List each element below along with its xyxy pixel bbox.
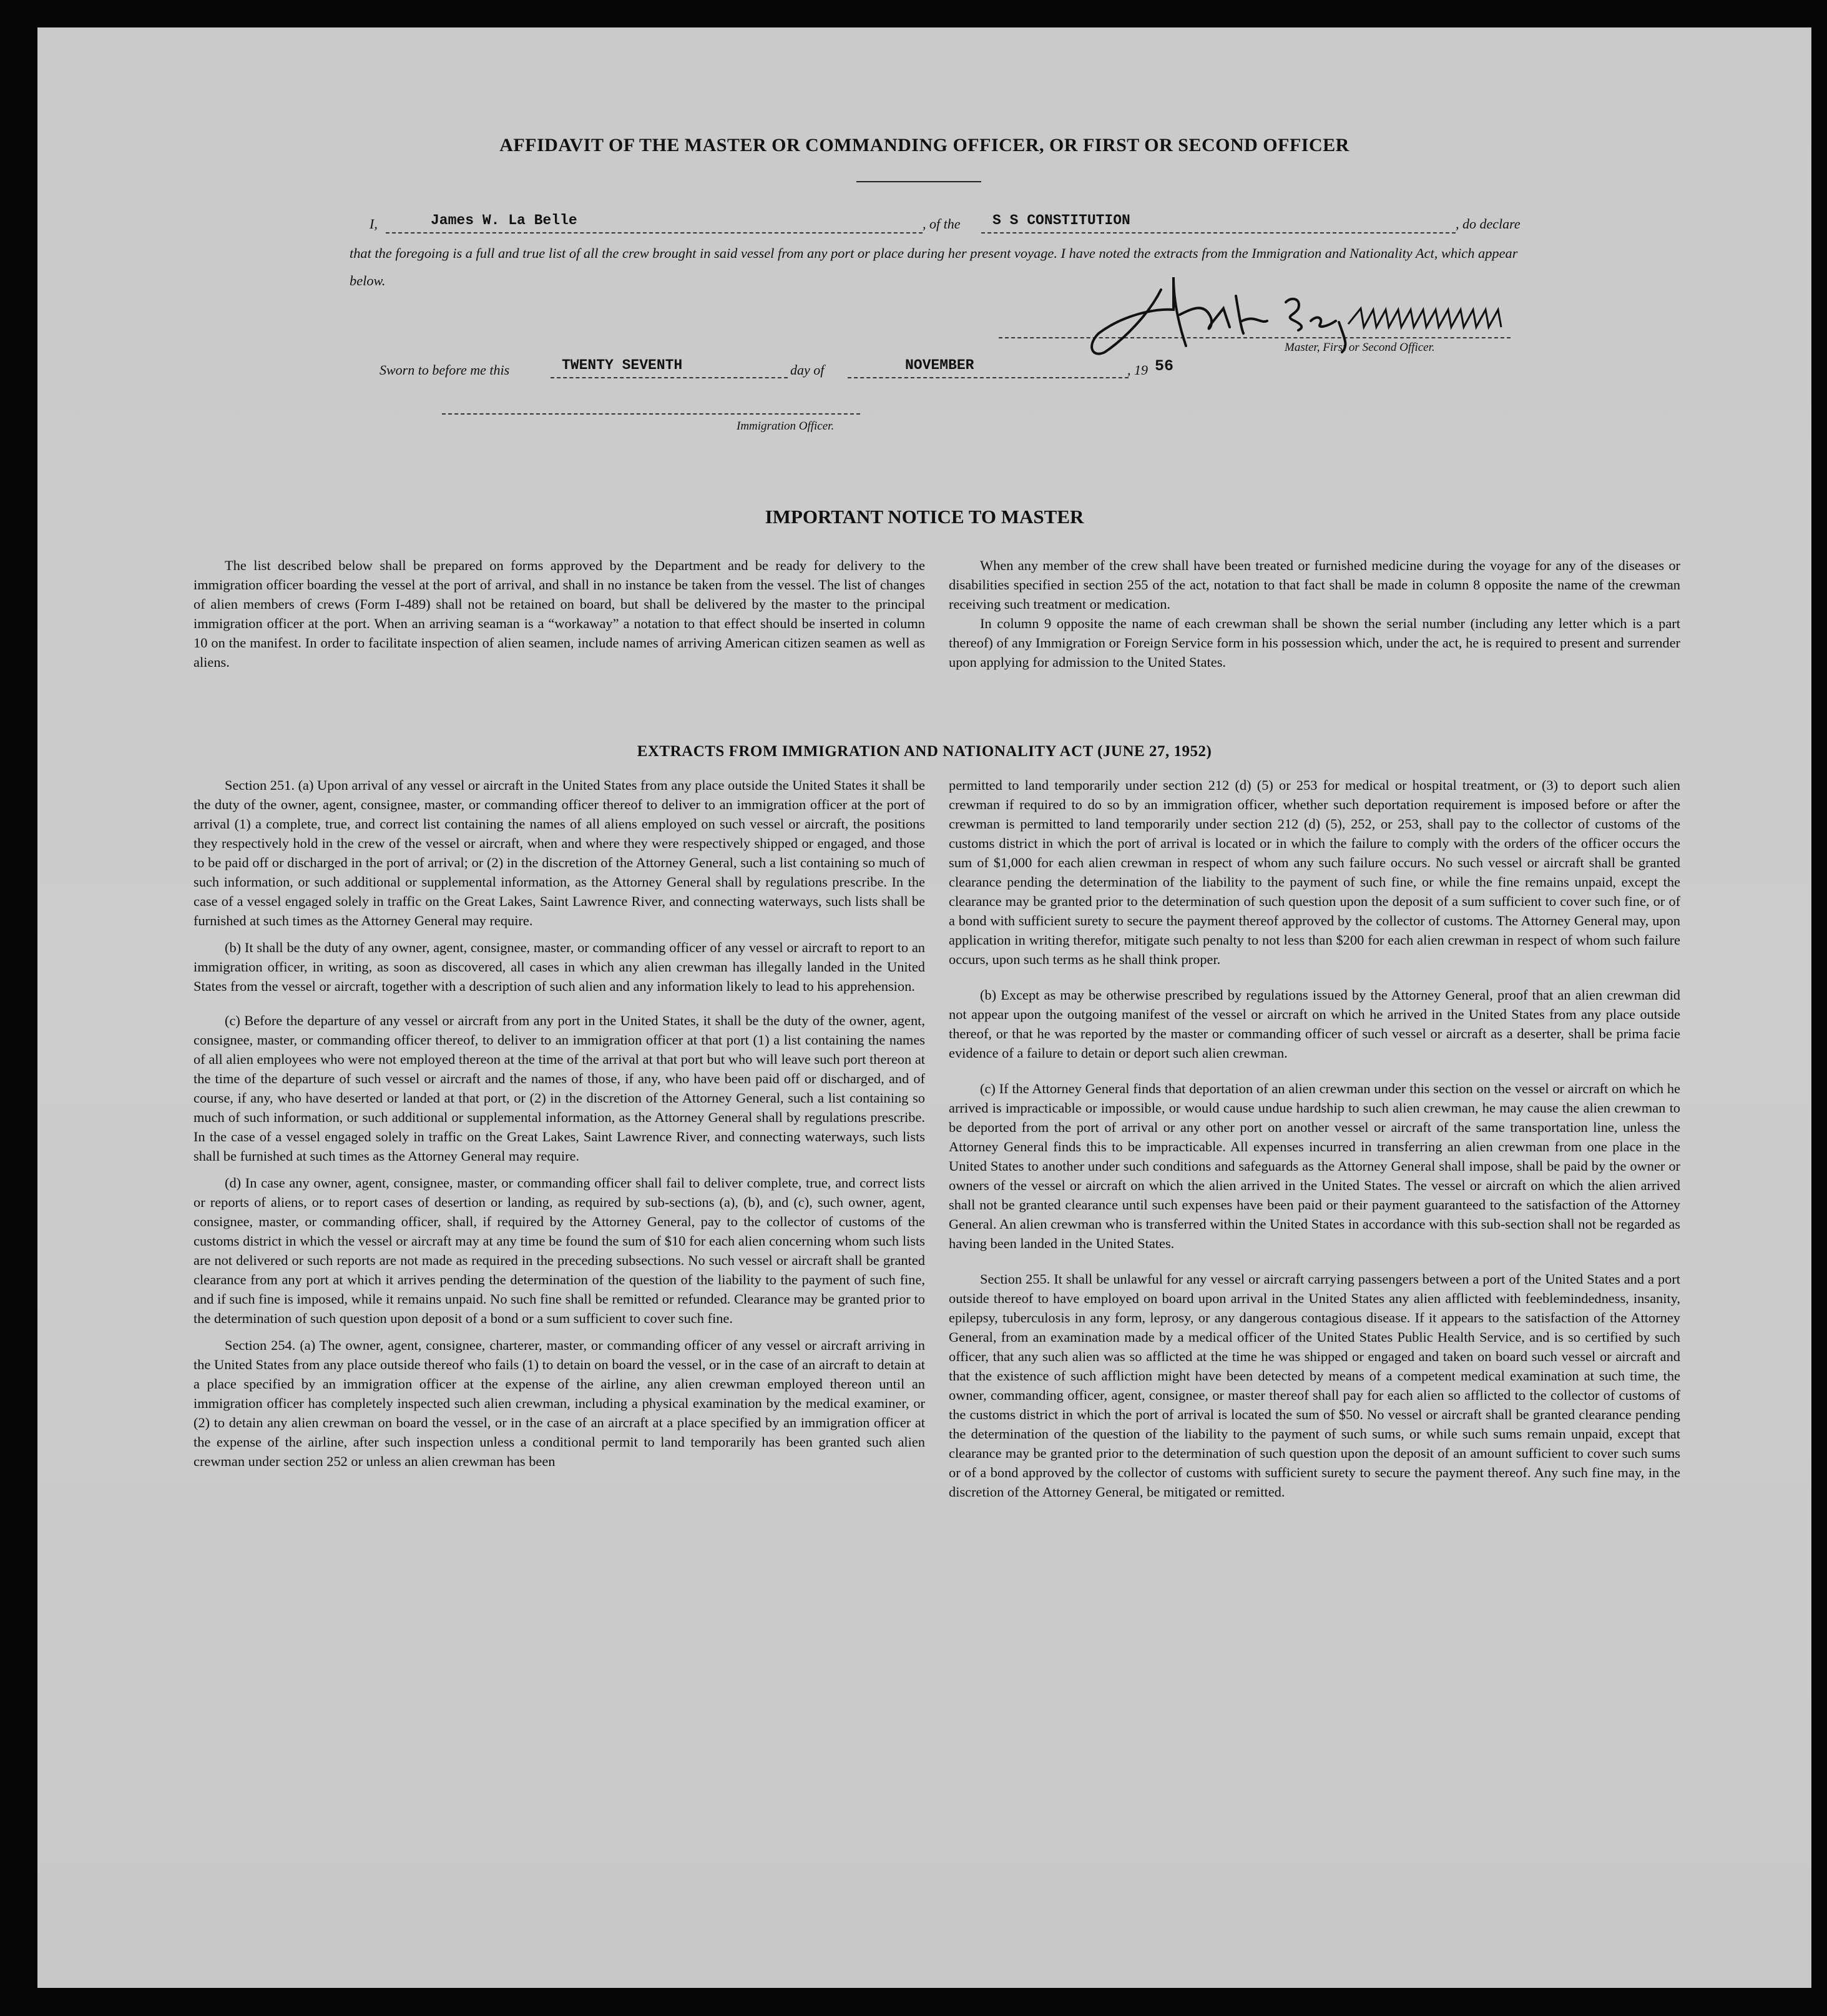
year-suffix: 56 <box>1155 357 1174 375</box>
sworn-prefix: Sworn to before me this <box>380 362 510 378</box>
section-251-b: (b) It shall be the duty of any owner, agent, consignee, master, or commanding officer of any vessel or aircraft to report to an immigration officer, in writing, as soon as discovered, all cases in which any alien crewman has illegally landed in the United States from the vessel or aircraft, together with a description of such alien and any information likely to lead to his apprehension. <box>193 940 925 994</box>
notice-left-paragraph: The list described below shall be prepared on forms approved by the Department and be ready for delivery to the immigration officer boarding the vessel at the port of arrival, and shall in no instance be taken from the vessel. The list of changes of alien members of crews (Form I-489) shall not be retained on board, but shall be delivered by the master to the principal immigration officer at the port. When an arriving seaman is a “workaway” a notation to that effect should be inserted in column 10 on the manifest. In order to facilitate inspection of alien seamen, include names of arriving American citizen seamen as well as aliens. <box>193 558 925 670</box>
section-251-d: (d) In case any owner, agent, consignee, master, or commanding officer shall fail to deliver complete, true, and correct lists or reports of aliens, or to report cases of desertion or landing, as required by sub-sections (a), (b), and (c), such owner, agent, consignee, master, or commanding officer, shall, if required by the Attorney General, pay to the collector of customs of the customs district in which the vessel or aircraft may at any time be found the sum of $10 for each alien concerning whom such lists are not delivered or such reports are not made as required in the preceding subsections. No such vessel or aircraft shall be granted clearance from any port at which it arrives pending the determination of the question of the liability to the payment of such fine, and if such fine is imposed, while it remains unpaid. No such fine shall be remitted or refunded. Clearance may be granted prior to the determination of such question upon deposit of a bond or a sum sufficient to cover such fine. <box>193 1175 925 1326</box>
declaration-statement: that the foregoing is a full and true list of all the crew brought in said vessel from any port or place during her present voyage. I have noted the extracts from the Immigration and Nationality Act, which appear below. <box>350 245 1518 288</box>
officer-name-line <box>386 232 923 234</box>
sworn-day: TWENTY SEVENTH <box>562 357 683 373</box>
section-254-a: Section 254. (a) The owner, agent, consignee, charterer, master, or commanding officer of any vessel or aircraft arriving in the United States from any place outside thereof who fails (1) to detain on board the vessel, or in the case of an aircraft to detain at a place specified by an immigration officer at the expense of the airline, any alien crewman employed thereon until an immigration officer has completely inspected such alien crewman, including a physical examination by the medical examiner, or (2) to detain any alien crewman on board the vessel, or in the case of an aircraft at a place specified by an immigration officer at the expense of the airline, after such inspection unless a conditional permit to land temporarily has been granted such alien crewman under section 252 or unless an alien crewman has been <box>193 1337 925 1469</box>
document-page <box>37 27 1811 1988</box>
section-251-c: (c) Before the departure of any vessel or aircraft from any port in the United States, it shall be the duty of the owner, agent, consignee, master, or commanding officer thereof, to deliver to an immigration officer at that port (1) a list containing the names of all alien employees who were not employed thereon at the time of the arrival at that port but who will leave such port thereon at the time of the departure of such vessel or aircraft and the names of those, if any, who have been paid off or discharged, and of course, if any, who have deserted or landed at that port, or (2) in the discretion of the Attorney General, such a list containing so much of such information, or such additional or supplemental information, as the Attorney General shall by regulations prescribe. In the case of a vessel engaged solely in traffic on the Great Lakes, Saint Lawrence River, and connecting waterways, such lists shall be furnished at such times as the Attorney General may require. <box>193 1013 925 1164</box>
section-254-b: (b) Except as may be otherwise prescribed by regulations issued by the Attorney General, proof that an alien crewman did not appear upon the outgoing manifest of the vessel or aircraft on which he arrived in the United States from any place outside thereof, or that he was reported by the master or commanding officer of such vessel or aircraft as a deserter, shall be prima facie evidence of a failure to detain or deport such alien crewman. <box>949 987 1680 1061</box>
immigration-officer-line <box>442 413 860 415</box>
title-underline <box>856 181 981 182</box>
extracts-right-column <box>949 775 1680 1502</box>
declaration-prefix: I, <box>370 216 378 232</box>
officer-name: James W. La Belle <box>431 212 577 229</box>
extracts-title: EXTRACTS FROM IMMIGRATION AND NATIONALITY ACT (JUNE 27, 1952) <box>637 743 1212 760</box>
section-254-a-continued: permitted to land temporarily under section 212 (d) (5) or 253 for medical or hospital treatment, or (3) to deport such alien crewman if required to do so by an immigration officer, whether such deportation requirement is imposed before or after the crewman is permitted to land temporarily under section 212 (d) (5), 252, or 253, shall pay to the collector of customs of the customs district in which the port of arrival is located or in which the failure to comply with the orders of the officer occurs the sum of $1,000 for each alien crewman in respect of whom any such failure occurs. No such vessel or aircraft shall be granted clearance pending the determination of the liability to the payment of such fine, or while the fine remains unpaid, except the clearance may be granted prior to the determination of such question upon the deposit of a sum sufficient to cover such fine, or of a bond with sufficient surety to secure the payment thereof approved by the collector of customs. The Attorney General may, upon application in writing therefor, mitigate such penalty to not less than $200 for each alien crewman in respect of whom such failure occurs, upon such terms as he shall think proper. <box>949 777 1680 967</box>
sworn-month: NOVEMBER <box>905 357 974 373</box>
extracts-left-column <box>193 775 925 1471</box>
sworn-day-line <box>551 377 788 378</box>
sworn-month-line <box>848 377 1129 378</box>
notice-right-paragraph-2: In column 9 opposite the name of each crewman shall be shown the serial number (including any letter which is a part thereof) of any Immigration or Foreign Service form in his possession which, under the act, he is required to present and surrender upon applying for admission to the United States. <box>949 616 1680 670</box>
do-declare-label: , do declare <box>1456 216 1521 232</box>
notice-title: IMPORTANT NOTICE TO MASTER <box>765 506 1084 528</box>
section-254-c: (c) If the Attorney General finds that deportation of an alien crewman under this section on the vessel or aircraft on which he arrived is impracticable or impossible, or would cause undue hardship to such alien crewman, he may cause the alien crewman to be deported from the port of arrival or any other port on another vessel or aircraft of the same transportation line, unless the Attorney General finds this to be impracticable. All expenses incurred in transferring an alien crewman from one place in the United States to another under such conditions and safeguards as the Attorney General shall impose, shall be paid by the owner or owners of the vessel or aircraft on which the alien arrived in the United States. The vessel or aircraft on which the alien arrived shall not be granted clearance until such expenses have been paid or their payment guaranteed to the satisfaction of the Attorney General. An alien crewman who is transferred within the United States in accordance with this sub-section shall not be regarded as having been landed in the United States. <box>949 1081 1680 1251</box>
vessel-name-line <box>981 232 1456 234</box>
immigration-officer-caption: Immigration Officer. <box>737 420 835 433</box>
notice-right-paragraph-1: When any member of the crew shall have been treated or furnished medicine during the voyage for any of the diseases or disabilities specified in section 255 of the act, notation to that fact shall be made in column 8 opposite the name of the crewman receiving such treatment or medication. <box>949 558 1680 612</box>
affidavit-title: AFFIDAVIT OF THE MASTER OR COMMANDING OFFICER, OR FIRST OR SECOND OFFICER <box>499 135 1349 155</box>
of-the-label: , of the <box>923 216 961 232</box>
vessel-name: S S CONSTITUTION <box>992 212 1130 229</box>
year-prefix: , 19 <box>1127 362 1148 378</box>
section-255: Section 255. It shall be unlawful for any vessel or aircraft carrying passengers between a port of the United States and a port outside thereof to have employed on board upon arrival in the United States any alien afflicted with feeblemindedness, insanity, epilepsy, tuberculosis in any form, leprosy, or any dangerous contagious disease. If it appears to the satisfaction of the Attorney General, from an examination made by a medical officer of the United States Public Health Service, and is so certified by such officer, that any such alien was so afflicted at the time he was shipped or engaged and taken on board such vessel or aircraft and that the existence of such affliction might have been detected by means of a competent medical examination at such time, the owner, commanding officer, agent, consignee, or master thereof shall pay for each alien so afflicted to the collector of customs of the customs district in which the port of arrival is located the sum of $50. No vessel or aircraft shall be granted clearance pending the determination of the question of the liability to the payment of such sums, or while such sums remain unpaid, except that clearance may be granted prior to the determination of such question upon the deposit of an amount sufficient to cover such sums or of a bond approved by the collector of customs with sufficient surety to secure the payment thereof. Any such fine may, in the discretion of the Attorney General, be mitigated or remitted. <box>949 1271 1680 1500</box>
day-of-label: day of <box>790 362 825 378</box>
signature-caption: Master, First or Second Officer. <box>1285 341 1435 354</box>
section-251-a: Section 251. (a) Upon arrival of any vessel or aircraft in the United States from any place outside the United States it shall be the duty of the owner, agent, consignee, master, or commanding officer thereof to deliver to an immigration officer at the port of arrival (1) a complete, true, and correct list containing the names of all aliens employed on such vessel or aircraft, the positions they respectively hold in the crew of the vessel or aircraft, when and where they were respectively shipped or engaged, and those to be paid off or discharged in the port of arrival; or (2) in the discretion of the Attorney General, such a list containing so much of such information, or such additional or supplemental information, as the Attorney General shall by regulations prescribe. In the case of a vessel engaged solely in traffic on the Great Lakes, Saint Lawrence River, and connecting waterways, such lists shall be furnished at such times as the Attorney General may require. <box>193 777 925 928</box>
